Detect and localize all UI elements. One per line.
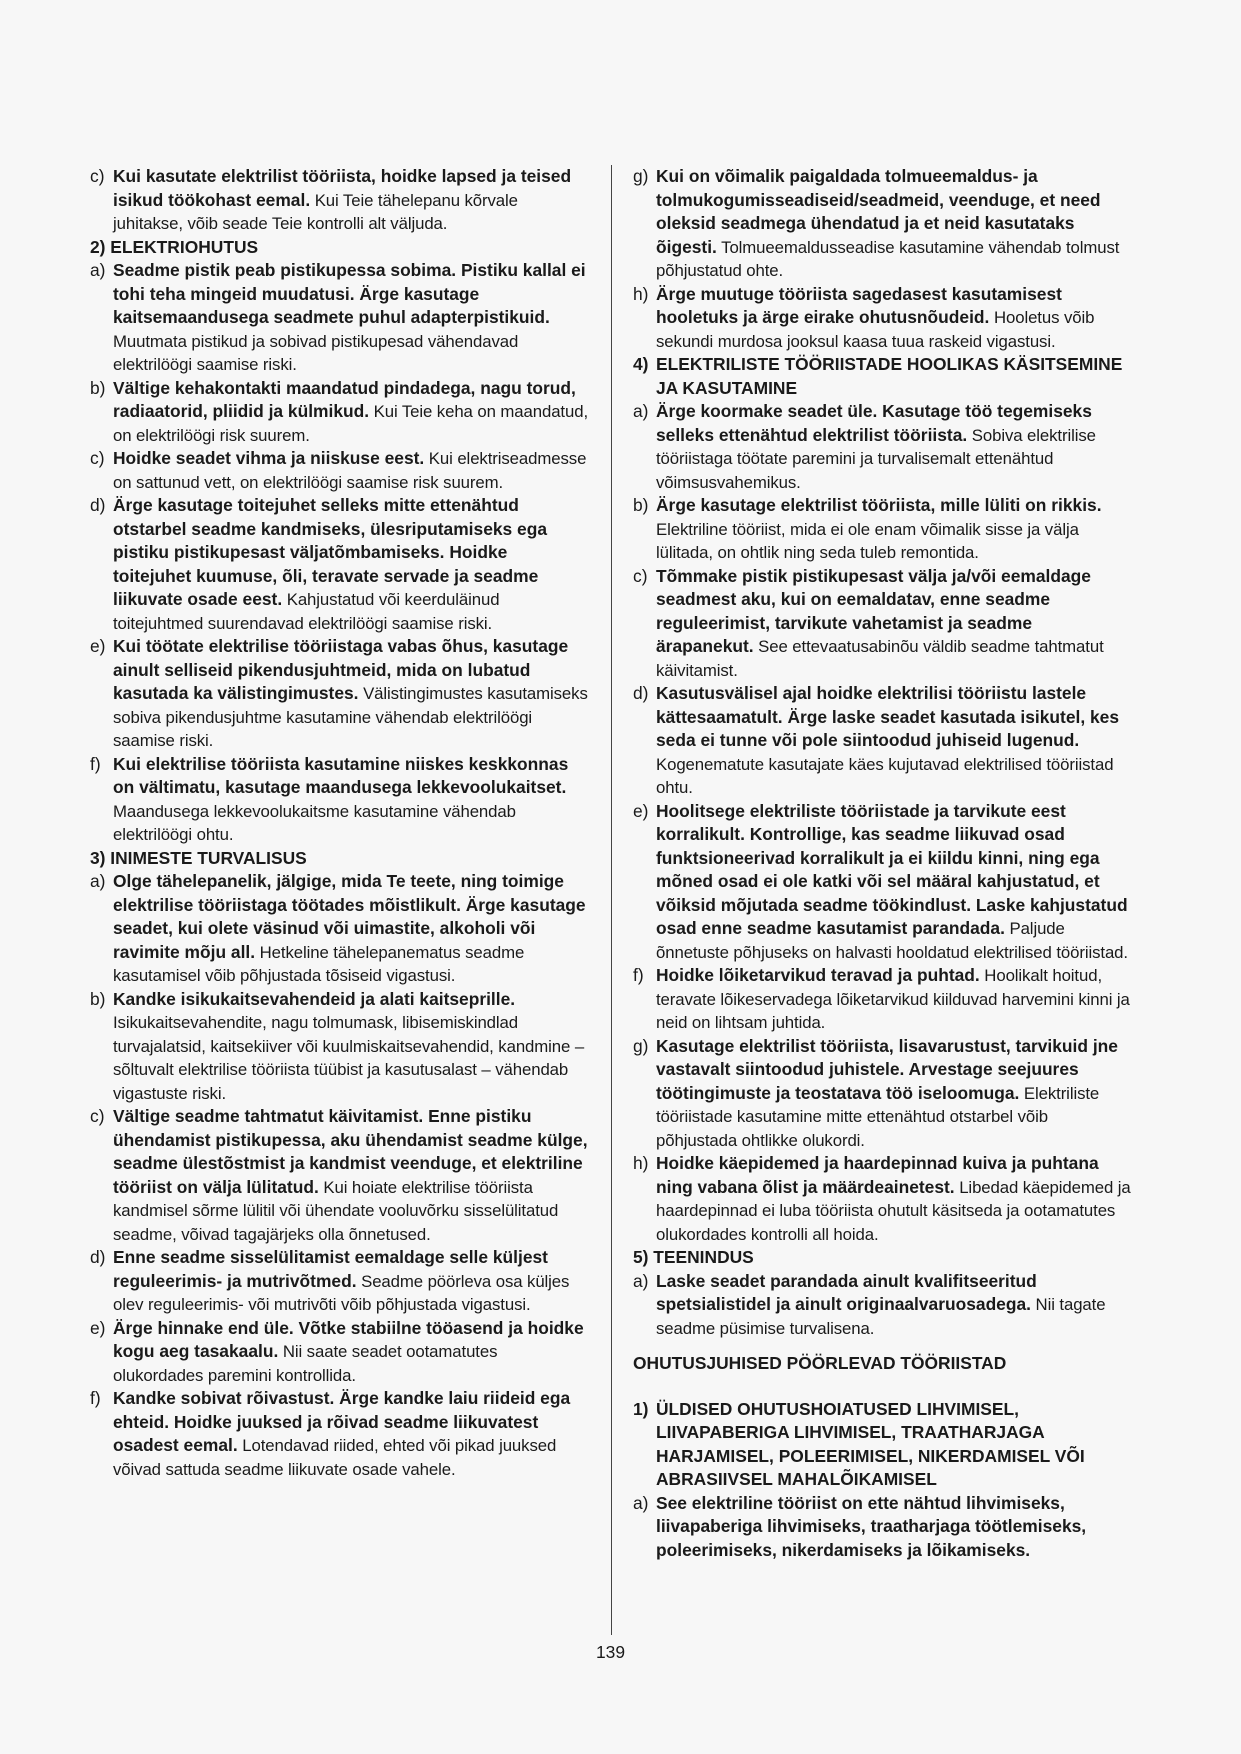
list-item: [633, 1035, 1133, 1153]
list-item: [633, 165, 1133, 283]
explanation-text: Maandusega lekkevoolukaitsme kasutamine vähendab elektrilöögi ohtu.: [113, 801, 516, 844]
warning-text: Ärge kasutage elektrilist tööriista, mille lüliti on rikkis.: [656, 495, 1102, 515]
list-item: [90, 1246, 590, 1317]
warning-text: Kui töötate elektrilise tööriistaga vabas õhus, kasutage ainult selliseid pikendusjuhtmeid, mida on lubatud kasutada ka välistingimustes.: [113, 636, 569, 703]
item-label: f): [90, 753, 101, 774]
list-item: [633, 682, 1133, 800]
item-label: d): [90, 1247, 106, 1267]
explanation-text: Kahjustatud või keerduläinud toitejuhtmed suurendavad elektrilöögi saamise riski.: [113, 590, 500, 633]
item-label: b): [633, 495, 649, 515]
list-item: [633, 565, 1133, 683]
item-label: c): [90, 448, 105, 468]
list-item: [90, 635, 590, 753]
warning-text: Hoidke seadet vihma ja niiskuse eest.: [113, 448, 425, 468]
explanation-text: Kui Teie keha on maandatud, on elektrilöögi risk suurem.: [113, 402, 589, 445]
list-item: [90, 259, 590, 377]
warning-text: See elektriline tööriist on ette nähtud lihvimiseks, liivapaberiga lihvimiseks, traatharjaga töötlemiseks, poleerimiseks, nikerdamiseks ja lõikamiseks.: [656, 1492, 1087, 1560]
explanation-text: Kui Teie tähelepanu kõrvale juhitakse, võib seade Teie kontrolli alt väljuda.: [113, 190, 518, 233]
section-number: 1): [633, 1398, 649, 1419]
item-label: b): [90, 988, 106, 1009]
item-label: c): [633, 565, 648, 586]
item-label: g): [633, 1035, 649, 1056]
warning-text: Hoolitsege elektriliste tööriistade ja tarvikute eest korralikult. Kontrollige, kas seadme liikuvad osad funktsioneerivad korralikult ja ei kiildu kinni, ning ega mõned osad ei ole katki või sel määral kahjustatud, et võiksid mõjutada seadme töökindlust. Laske kahjustatud osad enne seadme kasutamist parandada.: [656, 800, 1128, 938]
list-item: [633, 800, 1133, 965]
item-label: e): [90, 636, 106, 656]
explanation-text: Kui hoiate elektrilise tööriista kandmisel sõrme lülitil või ühendate vooluvõrku sisselülitatud seadme, võivad tagajärjeks olla õnnetused.: [113, 1177, 559, 1244]
warning-text: Kandke isikukaitsevahendeid ja alati kaitseprille.: [113, 988, 516, 1009]
item-label: g): [633, 166, 649, 186]
explanation-text: Kogenematute kasutajate käes kujutavad elektrilised tööriistad ohtu.: [656, 754, 1114, 797]
list-item: [90, 1105, 590, 1246]
item-label: e): [90, 1317, 106, 1338]
warning-text: Olge tähelepanelik, jälgige, mida Te teete, ning toimige elektrilise tööriistaga töötades mõistlikult. Ärge kasutage seadet, kui olete väsinud või uimastite, alkoholi või ravimite mõju all.: [113, 871, 586, 962]
warning-text: Vältige seadme tahtmatut käivitamist. Enne pistiku ühendamist pistikupessa, aku ühendamist seadme külge, seadme ülestõstmist ja kandmist veenduge, et elektriline tööriist on välja lülitatud.: [113, 1106, 588, 1197]
warning-text: Hoidke lõiketarvikud teravad ja puhtad.: [656, 965, 980, 985]
warning-text: Kui on võimalik paigaldada tolmueemaldus- ja tolmukogumisseadiseid/seadmeid, veenduge, et need oleksid seadmega ühendatud ja et neid kasutataks õigesti.: [656, 166, 1101, 257]
warning-text: Kandke sobivat rõivastust. Ärge kandke laiu riideid ega ehteid. Hoidke juuksed ja rõivad seadme liikuvatest osadest eemal.: [113, 1388, 571, 1455]
list-item: [90, 870, 590, 988]
explanation-text: Elektriliste tööriistade kasutamine mitte ettenähtud otstarbel võib põhjustada ohtlikke olukordi.: [656, 1083, 1100, 1150]
list-item: [633, 494, 1133, 565]
explanation-text: Paljude õnnetuste põhjuseks on halvasti hooldatud elektrilised tööriistad.: [656, 919, 1128, 962]
section-number: 4): [633, 354, 649, 374]
list-item: [90, 494, 590, 635]
right-column: [633, 165, 1133, 1562]
warning-text: Ärge kasutage toitejuhet selleks mitte ettenähtud otstarbel seadme kandmiseks, ülesriputamiseks ega pistiku pistikupesast väljatõmbamiseks. Hoidke toitejuhet kuumuse, õli, teravate servade ja seadme liikuvate osade eest.: [113, 495, 548, 609]
left-column: [90, 165, 590, 1481]
item-label: a): [90, 871, 106, 891]
warning-text: Ärge hinnake end üle. Võtke stabiilne tööasend ja hoidke kogu aeg tasakaalu.: [113, 1317, 584, 1361]
explanation-text: Nii tagate seadme püsimise turvalisena.: [656, 1295, 1106, 1338]
warning-text: Tõmmake pistik pistikupesast välja ja/või eemaldage seadmest aku, kui on eemaldatav, enne seadme reguleerimist, tarvikute vahetamist ja seadme ärapanekut.: [656, 565, 1091, 656]
item-label: h): [633, 283, 649, 304]
explanation-text: Hetkeline tähelepanematus seadme kasutamisel võib põhjustada tõsiseid vigastusi.: [113, 942, 525, 985]
warning-text: Hoidke käepidemed ja haardepinnad kuiva ja puhtana ning vabana õlist ja määrdeainetest.: [656, 1153, 1099, 1197]
warning-text: Enne seadme sisselülitamist eemaldage selle küljest reguleerimis- ja mutrivõtmed.: [113, 1247, 548, 1291]
item-label: c): [90, 166, 105, 186]
warning-text: Ärge muutuge tööriista sagedasest kasutamisest hooletuks ja ärge eirake ohutusnõudeid.: [656, 283, 1062, 327]
list-item: [633, 964, 1133, 1035]
section-title: ELEKTRILISTE TÖÖRIISTADE HOOLIKAS KÄSITSEMINE JA KASUTAMINE: [656, 354, 1123, 398]
column-divider: [611, 165, 612, 1635]
explanation-text: Tolmueemaldusseadise kasutamine vähendab tolmust põhjustatud ohte.: [656, 237, 1120, 280]
manual-page: [90, 165, 1153, 1695]
item-label: a): [633, 401, 649, 421]
item-label: f): [90, 1388, 101, 1408]
list-item: [633, 1270, 1133, 1341]
section-heading: 5) TEENINDUS: [633, 1247, 754, 1267]
section-heading: 2) ELEKTRIOHUTUS: [90, 236, 259, 257]
explanation-text: See ettevaatusabinõu väldib seadme tahtmatut käivitamist.: [656, 637, 1104, 680]
item-label: a): [633, 1270, 649, 1291]
page-number: 139: [596, 1642, 626, 1662]
chapter-heading: OHUTUSJUHISED PÖÖRLEVAD TÖÖRIISTAD: [633, 1353, 1007, 1373]
list-item: [633, 1152, 1133, 1246]
explanation-text: Hoolikalt hoitud, teravate lõikeservadega lõiketarvikud kiilduvad harvemini kinni ja neid on lihtsam juhtida.: [656, 966, 1130, 1032]
explanation-text: Sobiva elektrilise tööriistaga töötate paremini ja turvalisemalt ettenähtud võimsusvahemikus.: [656, 425, 1096, 492]
list-item: [90, 1387, 590, 1481]
item-label: a): [633, 1492, 649, 1513]
list-item: [90, 165, 590, 236]
item-label: b): [90, 377, 106, 398]
explanation-text: Isikukaitsevahendite, nagu tolmumask, libisemiskindlad turvajalatsid, kaitsekiiver või kuulmiskaitsevahendid, kandmine – sõltuvalt elektrilise tööriista tüübist ja kasutusalast – vähendab vigastuste riski.: [113, 1013, 585, 1103]
warning-text: Kui elektrilise tööriista kasutamine niiskes keskkonnas on vältimatu, kasutage maandusega lekkevoolukaitset.: [113, 753, 569, 797]
warning-text: Kui kasutate elektrilist tööriista, hoidke lapsed ja teised isikud töökohast eemal.: [113, 166, 572, 210]
item-label: d): [90, 495, 106, 515]
list-item: [633, 1492, 1133, 1563]
explanation-text: Seadme pöörleva osa küljes olev reguleerimis- või mutrivõti võib põhjustada vigastusi.: [113, 1271, 570, 1314]
list-item: [90, 377, 590, 448]
item-label: h): [633, 1153, 649, 1173]
warning-text: Laske seadet parandada ainult kvalifitseeritud spetsialistidel ja ainult originaalvaruosadega.: [656, 1270, 1037, 1314]
explanation-text: Hooletus võib sekundi murdosa jooksul kaasa tuua raskeid vigastusi.: [656, 308, 1095, 351]
explanation-text: Nii saate seadet ootamatutes olukordades paremini kontrollida.: [113, 1342, 498, 1385]
item-label: d): [633, 683, 649, 703]
explanation-text: Lotendavad riided, ehted või pikad juuksed võivad sattuda seadme liikuvate osade vahele.: [113, 1436, 557, 1479]
list-item: [90, 1317, 590, 1388]
explanation-text: Libedad käepidemed ja haardepinnad ei luba tööriista ohutult käsitseda ja ootamatutes olukordades kontrolli all hoida.: [656, 1177, 1131, 1244]
warning-text: Vältige kehakontakti maandatud pindadega, nagu torud, radiaatorid, pliidid ja külmikud.: [113, 377, 576, 421]
warning-text: Kasutusvälisel ajal hoidke elektrilisi tööriistu lastele kättesaamatult. Ärge laske seadet kasutada isikutel, kes seda ei tunne või pole siintoodud juhiseid lugenud.: [656, 683, 1120, 750]
warning-text: Kasutage elektrilist tööriista, lisavarustust, tarvikuid jne vastavalt siintoodud juhistele. Arvestage seejuures töötingimuste ja teostatava töö iseloomuga.: [656, 1035, 1118, 1103]
section-title: ÜLDISED OHUTUSHOIATUSED LIHVIMISEL, LIIVAPABERIGA LIHVIMISEL, TRAATHARJAGA HARJAMISEL, POLEERIMISEL, NIKERDAMISEL VÕI ABRASIIVSEL MAHALÕIKAMISEL: [656, 1398, 1085, 1489]
list-item: [633, 400, 1133, 494]
item-label: f): [633, 965, 644, 985]
item-label: a): [90, 260, 106, 280]
section-heading: 3) INIMESTE TURVALISUS: [90, 847, 307, 868]
warning-text: Ärge koormake seadet üle. Kasutage töö tegemiseks selleks ettenähtud elektrilist tööriista.: [656, 401, 1092, 445]
section-heading: [633, 1398, 1133, 1492]
list-item: [633, 283, 1133, 354]
warning-text: Seadme pistik peab pistikupessa sobima. Pistiku kallal ei tohi teha mingeid muudatusi. Ärge kasutage kaitsemaandusega seadmete puhul adapterpistikuid.: [113, 260, 586, 327]
list-item: [90, 988, 590, 1106]
item-label: c): [90, 1106, 105, 1126]
list-item: [90, 447, 590, 494]
list-item: [90, 753, 590, 847]
explanation-text: Kui elektriseadmesse on sattunud vett, on elektrilöögi saamise risk suurem.: [113, 449, 587, 492]
section-heading: [633, 353, 1133, 400]
explanation-text: Muutmata pistikud ja sobivad pistikupesad vähendavad elektrilöögi saamise riski.: [113, 331, 519, 374]
explanation-text: Välistingimustes kasutamiseks sobiva pikendusjuhtme kasutamine vähendab elektrilöögi saamise riski.: [113, 684, 588, 750]
explanation-text: Elektriline tööriist, mida ei ole enam võimalik sisse ja välja lülitada, on ohtlik ning seda tuleb remontida.: [656, 519, 1079, 562]
item-label: e): [633, 800, 649, 821]
